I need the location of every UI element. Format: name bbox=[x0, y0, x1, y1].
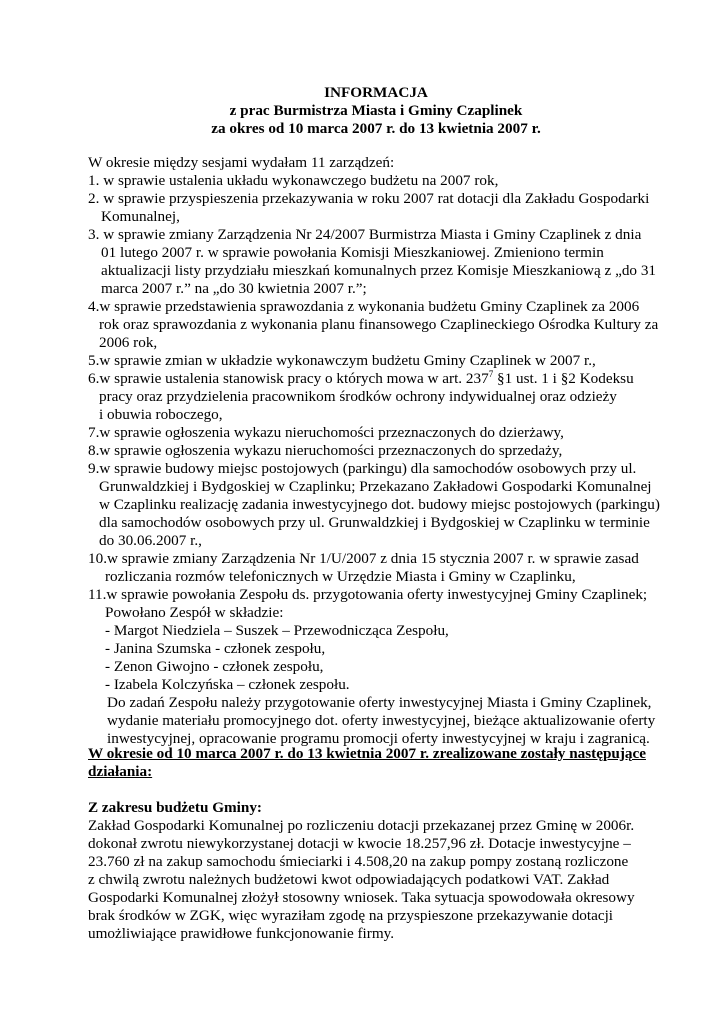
list-item-3-cont: marca 2007 r.” na „do 30 kwietnia 2007 r.”; bbox=[101, 280, 367, 297]
list-item-6-cont: pracy oraz przydzielenia pracownikom środków ochrony indywidualnej oraz odzieży bbox=[99, 388, 617, 405]
list-item-1: 1. w sprawie ustalenia układu wykonawczego budżetu na 2007 rok, bbox=[88, 172, 499, 189]
team-tasks: Do zadań Zespołu należy przygotowanie oferty inwestycyjnej Miasta i Gminy Czaplinek, bbox=[107, 694, 652, 711]
section-heading-cont: działania: bbox=[88, 763, 153, 780]
budget-paragraph-line: umożliwiające prawidłowe funkcjonowanie firmy. bbox=[88, 925, 395, 942]
list-item-3-cont: aktualizacji listy przydziału mieszkań komunalnych przez Komisje Mieszkaniową z „do 31 bbox=[101, 262, 657, 279]
budget-paragraph-line: z chwilą zwrotu należnych budżetowi kwot odpowiadających podatkowi VAT. Zakład bbox=[88, 871, 610, 888]
list-item-8: 8.w sprawie ogłoszenia wykazu nieruchomości przeznaczonych do sprzedaży, bbox=[88, 442, 563, 459]
section-heading: W okresie od 10 marca 2007 r. do 13 kwietnia 2007 r. zrealizowane zostały następujące bbox=[88, 745, 646, 762]
list-item-10: 10.w sprawie zmiany Zarządzenia Nr 1/U/2007 z dnia 15 stycznia 2007 r. w sprawie zasad bbox=[88, 550, 639, 567]
budget-paragraph-line: brak środków w ZGK, więc wyraziłam zgodę na przyspieszone przekazywanie dotacji bbox=[88, 907, 614, 924]
document-period: za okres od 10 marca 2007 r. do 13 kwietnia 2007 r. bbox=[211, 120, 541, 137]
list-item-2: 2. w sprawie przyspieszenia przekazywania w roku 2007 rat dotacji dla Zakładu Gospodarki bbox=[88, 190, 650, 207]
team-tasks: wydanie materiału promocyjnego dot. oferty inwestycyjnej, bieżące aktualizowanie oferty bbox=[107, 712, 656, 729]
list-item-5: 5.w sprawie zmian w układzie wykonawczym budżetu Gminy Czaplinek w 2007 r., bbox=[88, 352, 596, 369]
list-item-6-text: 6.w sprawie ustalenia stanowisk pracy o których mowa w art. 237 bbox=[88, 370, 489, 387]
team-tasks: inwestycyjnej, opracowanie programu promocji oferty inwestycyjnej w kraju i zagranicą. bbox=[107, 730, 650, 747]
list-item-4-cont: 2006 rok, bbox=[99, 334, 158, 351]
document-title: INFORMACJA bbox=[324, 84, 428, 101]
budget-paragraph-line: dokonał zwrotu niewykorzystanej dotacji w kwocie 18.257,96 zł. Dotacje inwestycyjne – bbox=[88, 835, 631, 852]
list-item-9-cont: dla samochodów osobowych przy ul. Grunwaldzkiej i Bydgoskiej w Czaplinku w terminie bbox=[99, 514, 650, 531]
budget-paragraph-line: 23.760 zł na zakup samochodu śmieciarki i 4.508,20 na zakup pompy zostaną rozliczone bbox=[88, 853, 629, 870]
list-item-9-cont: do 30.06.2007 r., bbox=[99, 532, 202, 549]
list-item-10-cont: rozliczania rozmów telefonicznych w Urzędzie Miasta i Gminy w Czaplinku, bbox=[105, 568, 576, 585]
list-item-2-cont: Komunalnej, bbox=[101, 208, 180, 225]
list-item-6-text-end: §1 ust. 1 i §2 Kodeksu bbox=[493, 370, 634, 387]
list-item-9-cont: Grunwaldzkiej i Bydgoskiej w Czaplinku; Przekazano Zakładowi Gospodarki Komunalnej bbox=[99, 478, 652, 495]
list-item-9: 9.w sprawie budowy miejsc postojowych (parkingu) dla samochodów osobowych przy ul. bbox=[88, 460, 637, 477]
team-member: - Janina Szumska - członek zespołu, bbox=[105, 640, 326, 657]
budget-paragraph-line: Zakład Gospodarki Komunalnej po rozliczeniu dotacji przekazanej przez Gminę w 2006r. bbox=[88, 817, 635, 834]
budget-paragraph-line: Gospodarki Komunalnej złożył stosowny wniosek. Taka sytuacja spowodowała okresowy bbox=[88, 889, 635, 906]
list-item-6 bbox=[88, 370, 634, 388]
intro-text: W okresie między sesjami wydałam 11 zarządzeń: bbox=[88, 154, 395, 171]
list-item-6-cont: i obuwia roboczego, bbox=[99, 406, 223, 423]
list-item-7: 7.w sprawie ogłoszenia wykazu nieruchomości przeznaczonych do dzierżawy, bbox=[88, 424, 564, 441]
list-item-3-cont: 01 lutego 2007 r. w sprawie powołania Komisji Mieszkaniowej. Zmieniono termin bbox=[101, 244, 604, 261]
budget-heading: Z zakresu budżetu Gminy: bbox=[88, 799, 262, 816]
team-member: - Margot Niedziela – Suszek – Przewodnicząca Zespołu, bbox=[105, 622, 449, 639]
superscript: 7 bbox=[488, 368, 494, 379]
document-subtitle: z prac Burmistrza Miasta i Gminy Czaplinek bbox=[229, 102, 523, 119]
list-item-11-cont: Powołano Zespół w składzie: bbox=[105, 604, 284, 621]
list-item-4: 4.w sprawie przedstawienia sprawozdania z wykonania budżetu Gminy Czaplinek za 2006 bbox=[88, 298, 640, 315]
team-member: - Zenon Giwojno - członek zespołu, bbox=[105, 658, 324, 675]
list-item-4-cont: rok oraz sprawozdania z wykonania planu finansowego Czaplineckiego Ośrodka Kultury za bbox=[99, 316, 659, 333]
list-item-9-cont: w Czaplinku realizację zadania inwestycyjnego dot. budowy miejsc postojowych (parkingu) bbox=[99, 496, 660, 513]
team-member: - Izabela Kolczyńska – członek zespołu. bbox=[105, 676, 350, 693]
list-item-11: 11.w sprawie powołania Zespołu ds. przygotowania oferty inwestycyjnej Gminy Czaplinek; bbox=[88, 586, 648, 603]
list-item-3: 3. w sprawie zmiany Zarządzenia Nr 24/2007 Burmistrza Miasta i Gminy Czaplinek z dnia bbox=[88, 226, 642, 243]
